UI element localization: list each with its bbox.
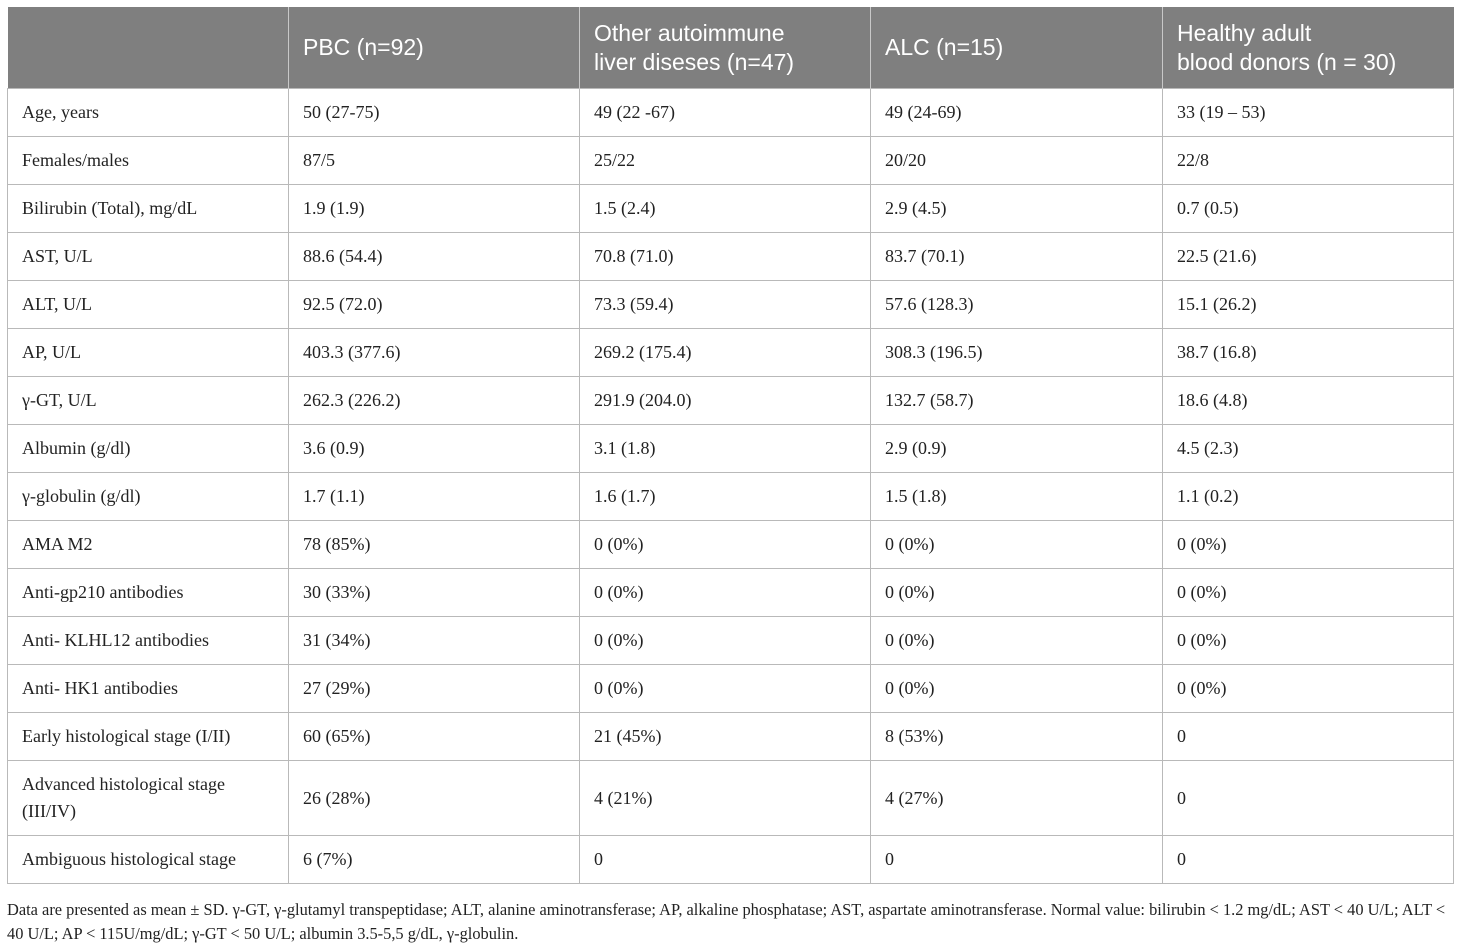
- value-cell: 31 (34%): [289, 617, 580, 665]
- value-cell: 4.5 (2.3): [1163, 425, 1454, 473]
- value-cell: 2.9 (0.9): [871, 425, 1163, 473]
- header-cell-healthy-donors: Healthy adult blood donors (n = 30): [1163, 7, 1454, 89]
- value-cell: 25/22: [580, 137, 871, 185]
- row-label-cell: Anti-gp210 antibodies: [8, 569, 289, 617]
- row-label-cell: Advanced histological stage (III/IV): [8, 761, 289, 836]
- value-cell: 78 (85%): [289, 521, 580, 569]
- value-cell: 18.6 (4.8): [1163, 377, 1454, 425]
- value-cell: 0 (0%): [1163, 521, 1454, 569]
- value-cell: 1.5 (1.8): [871, 473, 1163, 521]
- value-cell: 0 (0%): [580, 665, 871, 713]
- value-cell: 2.9 (4.5): [871, 185, 1163, 233]
- row-label-cell: γ-globulin (g/dl): [8, 473, 289, 521]
- value-cell: 132.7 (58.7): [871, 377, 1163, 425]
- table-row: [8, 473, 1454, 521]
- value-cell: 0: [1163, 836, 1454, 884]
- value-cell: 0.7 (0.5): [1163, 185, 1454, 233]
- row-label-cell: Albumin (g/dl): [8, 425, 289, 473]
- value-cell: 0 (0%): [580, 617, 871, 665]
- value-cell: 0 (0%): [871, 569, 1163, 617]
- value-cell: 83.7 (70.1): [871, 233, 1163, 281]
- row-label-cell: AP, U/L: [8, 329, 289, 377]
- row-label-cell: Anti- KLHL12 antibodies: [8, 617, 289, 665]
- value-cell: 308.3 (196.5): [871, 329, 1163, 377]
- value-cell: 1.6 (1.7): [580, 473, 871, 521]
- table-row: [8, 329, 1454, 377]
- value-cell: 1.7 (1.1): [289, 473, 580, 521]
- value-cell: 26 (28%): [289, 761, 580, 836]
- table-row: [8, 521, 1454, 569]
- value-cell: 0 (0%): [871, 665, 1163, 713]
- value-cell: 27 (29%): [289, 665, 580, 713]
- value-cell: 33 (19 – 53): [1163, 89, 1454, 137]
- value-cell: 60 (65%): [289, 713, 580, 761]
- value-cell: 73.3 (59.4): [580, 281, 871, 329]
- table-row: [8, 836, 1454, 884]
- table-row: [8, 377, 1454, 425]
- table-row: [8, 665, 1454, 713]
- value-cell: 6 (7%): [289, 836, 580, 884]
- row-label-cell: Females/males: [8, 137, 289, 185]
- value-cell: 0 (0%): [580, 569, 871, 617]
- value-cell: 1.5 (2.4): [580, 185, 871, 233]
- row-label-cell: γ-GT, U/L: [8, 377, 289, 425]
- header-cell-empty: [8, 7, 289, 89]
- value-cell: 0: [580, 836, 871, 884]
- table-row: [8, 761, 1454, 836]
- table-row: [8, 89, 1454, 137]
- value-cell: 262.3 (226.2): [289, 377, 580, 425]
- table-row: [8, 713, 1454, 761]
- table-row: [8, 185, 1454, 233]
- value-cell: 21 (45%): [580, 713, 871, 761]
- table-row: [8, 281, 1454, 329]
- row-label-cell: AMA M2: [8, 521, 289, 569]
- value-cell: 49 (24-69): [871, 89, 1163, 137]
- value-cell: 4 (21%): [580, 761, 871, 836]
- value-cell: 0 (0%): [1163, 617, 1454, 665]
- table-container: [7, 7, 1453, 884]
- row-label-cell: AST, U/L: [8, 233, 289, 281]
- table-row: [8, 617, 1454, 665]
- table-body: [8, 89, 1454, 884]
- value-cell: 87/5: [289, 137, 580, 185]
- value-cell: 50 (27-75): [289, 89, 580, 137]
- value-cell: 1.9 (1.9): [289, 185, 580, 233]
- header-cell-other-autoimmune: Other autoimmune liver diseses (n=47): [580, 7, 871, 89]
- row-label-cell: ALT, U/L: [8, 281, 289, 329]
- value-cell: 38.7 (16.8): [1163, 329, 1454, 377]
- row-label-cell: Ambiguous histological stage: [8, 836, 289, 884]
- value-cell: 88.6 (54.4): [289, 233, 580, 281]
- value-cell: 70.8 (71.0): [580, 233, 871, 281]
- value-cell: 0 (0%): [1163, 665, 1454, 713]
- value-cell: 92.5 (72.0): [289, 281, 580, 329]
- value-cell: 291.9 (204.0): [580, 377, 871, 425]
- value-cell: 0: [1163, 713, 1454, 761]
- table-row: [8, 233, 1454, 281]
- header-cell-pbc: PBC (n=92): [289, 7, 580, 89]
- value-cell: 0 (0%): [871, 617, 1163, 665]
- value-cell: 57.6 (128.3): [871, 281, 1163, 329]
- value-cell: 0 (0%): [580, 521, 871, 569]
- value-cell: 20/20: [871, 137, 1163, 185]
- value-cell: 269.2 (175.4): [580, 329, 871, 377]
- value-cell: 49 (22 -67): [580, 89, 871, 137]
- row-label-cell: Anti- HK1 antibodies: [8, 665, 289, 713]
- table-footnote: Data are presented as mean ± SD. γ-GT, γ-glutamyl transpeptidase; ALT, alanine aminotransferase; AP, alkaline phosphatase; AST, aspartate aminotransferase. Normal value: bilirubin < 1.2 mg/dL; AST < 40 U/L; ALT < 40 U/L; AP < 115U/mg/dL; γ-GT < 50 U/L; albumin 3.5-5,5 g/dL, γ-globulin.: [7, 900, 1446, 943]
- value-cell: 0: [871, 836, 1163, 884]
- value-cell: 8 (53%): [871, 713, 1163, 761]
- header-row: [8, 7, 1454, 89]
- row-label-cell: Bilirubin (Total), mg/dL: [8, 185, 289, 233]
- table-header: [8, 7, 1454, 89]
- value-cell: 15.1 (26.2): [1163, 281, 1454, 329]
- value-cell: 0: [1163, 761, 1454, 836]
- table-row: [8, 137, 1454, 185]
- value-cell: 30 (33%): [289, 569, 580, 617]
- value-cell: 0 (0%): [1163, 569, 1454, 617]
- value-cell: 22.5 (21.6): [1163, 233, 1454, 281]
- value-cell: 1.1 (0.2): [1163, 473, 1454, 521]
- value-cell: 3.6 (0.9): [289, 425, 580, 473]
- value-cell: 403.3 (377.6): [289, 329, 580, 377]
- row-label-cell: Early histological stage (I/II): [8, 713, 289, 761]
- header-cell-alc: ALC (n=15): [871, 7, 1163, 89]
- value-cell: 3.1 (1.8): [580, 425, 871, 473]
- value-cell: 22/8: [1163, 137, 1454, 185]
- value-cell: 0 (0%): [871, 521, 1163, 569]
- table-row: [8, 569, 1454, 617]
- table-row: [8, 425, 1454, 473]
- row-label-cell: Age, years: [8, 89, 289, 137]
- value-cell: 4 (27%): [871, 761, 1163, 836]
- data-table: [7, 7, 1454, 884]
